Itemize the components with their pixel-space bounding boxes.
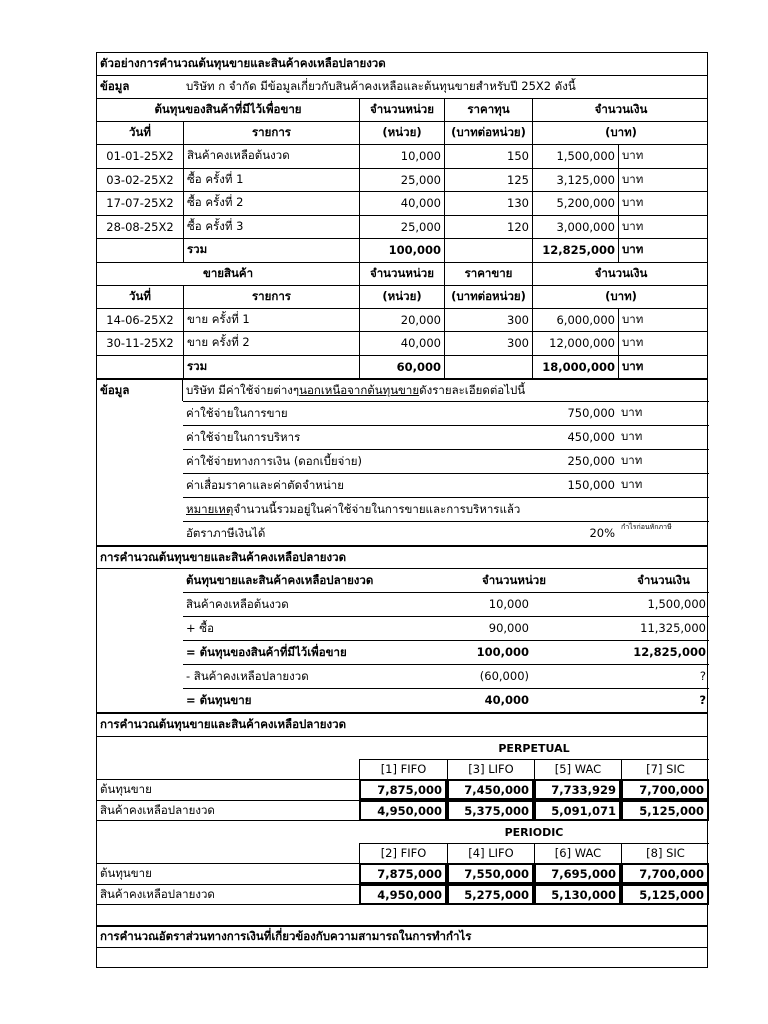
row-price: 300 [444,309,532,332]
worksheet [96,52,708,968]
row-qty: 25,000 [359,216,444,239]
sales-sub-item: รายการ [183,286,359,308]
note-label: หมายเหตุ [186,501,234,516]
info2-text-c: ดังรายละเอียดต่อไปนี้ [419,382,526,397]
title-row [96,52,708,75]
row-item: ซื้อ ครั้งที่ 3 [183,216,359,239]
calc1-row-label: สินค้าคงเหลือต้นงวด [183,592,709,616]
expense-unit: บาท [621,405,643,419]
note-row [96,497,708,521]
row-unit: บาท [618,216,709,239]
calc1-row-amount: 1,500,000 [647,597,706,611]
periodic-title: PERIODIC [504,825,564,839]
row-unit: บาท [618,332,709,355]
table-row [96,331,708,355]
table-row [96,308,708,332]
calc1-row [96,616,708,640]
perpetual-block [96,736,708,820]
total-price-empty [444,356,532,379]
calc2-header: การคำนวณต้นทุนขายและสินค้าคงเหลือปลายงวด [100,717,347,731]
total-qty: 60,000 [359,356,444,379]
row-price: 150 [444,145,532,168]
calc1-row-amount: 12,825,000 [633,645,706,659]
row-qty: 20,000 [359,309,444,332]
sales-col-amount: จำนวนเงิน [532,263,709,285]
sales-sub-date: วันที่ [129,288,151,303]
result-label: ต้นทุนขาย [100,781,152,796]
expense-label: ค่าใช้จ่ายในการบริหาร [183,425,709,449]
sales-header: ขายสินค้า [202,265,254,280]
total-price-empty [444,239,532,262]
table-row [96,215,708,239]
result-value: 5,375,000 [447,800,534,821]
calc1-row-label: = ต้นทุนของสินค้าที่มีไว้เพื่อขาย [183,640,709,664]
total-amount: 18,000,000 [532,356,618,379]
result-value: 7,695,000 [534,863,621,884]
info-text: บริษัท ก จำกัด มีข้อมูลเกี่ยวกับสินค้าคงเหลือและต้นทุนขายสำหรับปี 25X2 ดังนี้ [186,79,576,93]
row-item: สินค้าคงเหลือต้นงวด [183,145,359,168]
expense-amount: 250,000 [567,454,615,468]
method-header: [6] WAC [534,843,621,863]
method-header: [7] SIC [621,759,709,779]
total-row [96,355,708,379]
result-value: 5,091,071 [534,800,621,821]
calc1-row-amount: ? [699,693,706,707]
sales-subheader-row [96,285,708,308]
expense-amount: 750,000 [567,406,615,420]
method-header: [1] FIFO [359,759,447,779]
expense-amount: 150,000 [567,478,615,492]
calc1-header-row [96,545,708,568]
perpetual-title: PERPETUAL [498,741,570,755]
row-amount: 1,500,000 [532,145,618,168]
periodic-block [96,820,708,904]
row-date-empty [97,239,183,262]
row-unit: บาท [618,169,709,192]
method-header: [3] LIFO [447,759,534,779]
total-unit: บาท [618,239,709,262]
total-amount: 12,825,000 [532,239,618,262]
total-label: รวม [183,239,359,262]
expense-row [96,449,708,473]
row-item: ซื้อ ครั้งที่ 1 [183,169,359,192]
info-label: ข้อมูล [100,79,130,93]
calc1-row-qty: 40,000 [484,693,529,707]
row-date: 17-07-25X2 [106,196,174,211]
purchases-sub-amount: (บาท) [532,122,709,144]
expense-row [96,473,708,497]
total-row [96,238,708,262]
ratios-header-row [96,925,708,948]
calc1-row-amount: ? [699,669,706,683]
row-date: 01-01-25X2 [106,149,174,164]
result-value: 5,125,000 [621,800,709,821]
calc2-header-row [96,712,708,736]
expense-label: ค่าใช้จ่ายทางการเงิน (ดอกเบี้ยจ่าย) [183,449,709,473]
calc1-col-qty: จำนวนหน่วย [481,572,546,587]
row-unit: บาท [618,145,709,168]
purchases-sub-price: (บาทต่อหน่วย) [444,122,532,144]
calc1-row-qty: (60,000) [479,669,529,683]
tax-row [96,521,708,545]
row-unit: บาท [618,192,709,215]
purchases-sub-item: รายการ [183,122,359,144]
row-qty: 40,000 [359,192,444,215]
row-qty: 40,000 [359,332,444,355]
row-price: 130 [444,192,532,215]
total-unit: บาท [618,356,709,379]
result-label: สินค้าคงเหลือปลายงวด [97,884,359,905]
calc1-subheader-row [96,568,708,592]
calc1-row-qty: 100,000 [476,645,529,659]
row-item: ขาย ครั้งที่ 1 [183,309,359,332]
note-body: จำนวนนี้รวมอยู่ในค่าใช้จ่ายในการขายและการบริหารแล้ว [233,501,521,516]
expense-row [96,425,708,449]
row-price: 125 [444,169,532,192]
calc1-row-label: - สินค้าคงเหลือปลายงวด [183,664,709,688]
row-price: 120 [444,216,532,239]
purchases-col-price: ราคาทุน [444,99,532,121]
calc1-row-label: = ต้นทุนขาย [183,688,709,712]
calc1-row [96,664,708,688]
row-item: ซื้อ ครั้งที่ 2 [183,192,359,215]
sales-col-qty: จำนวนหน่วย [359,263,444,285]
sales-sub-price: (บาทต่อหน่วย) [444,286,532,308]
result-value: 7,700,000 [621,863,709,884]
result-value: 7,875,000 [359,779,447,800]
info2-text-b: นอกเหนือจากต้นทุนขาย [299,382,420,397]
row-date: 28-08-25X2 [106,219,174,234]
expense-label: ค่าใช้จ่ายในการขาย [183,401,709,425]
result-value: 5,125,000 [621,884,709,905]
info2-row [96,378,708,401]
row-item: ขาย ครั้งที่ 2 [183,332,359,355]
row-price: 300 [444,332,532,355]
purchases-sub-qty: (หน่วย) [359,122,444,144]
method-header: [5] WAC [534,759,621,779]
calc1-row-label: + ซื้อ [183,616,709,640]
info2-label: ข้อมูล [97,380,183,401]
note-text [183,497,709,521]
calc1-row [96,640,708,664]
method-header: [8] SIC [621,843,709,863]
tax-label: อัตราภาษีเงินได้ [183,521,709,545]
row-amount: 3,000,000 [532,216,618,239]
tax-note: กำไรก่อนหักภาษี [621,523,672,531]
expense-amount: 450,000 [567,430,615,444]
row-amount: 3,125,000 [532,169,618,192]
row-amount: 5,200,000 [532,192,618,215]
method-header: [2] FIFO [359,843,447,863]
row-amount: 12,000,000 [532,332,618,355]
sales-col-price: ราคาขาย [444,263,532,285]
expense-unit: บาท [621,429,643,443]
empty-row [96,948,708,968]
calc1-row [96,592,708,616]
info2-text-a: บริษัท มีค่าใช้จ่ายต่างๆ [186,382,300,397]
spacer-row [96,904,708,925]
row-date: 14-06-25X2 [106,312,174,327]
sales-header-row [96,262,708,285]
calc1-row-amount: 11,325,000 [640,621,706,635]
purchases-header: ต้นทุนของสินค้าที่มีไว้เพื่อขาย [154,102,302,116]
result-value: 7,550,000 [447,863,534,884]
expense-row [96,401,708,425]
result-value: 4,950,000 [359,884,447,905]
expense-unit: บาท [621,477,643,491]
result-value: 7,733,929 [534,779,621,800]
info-row [96,75,708,98]
row-date: 03-02-25X2 [106,172,174,187]
table-row [96,144,708,168]
row-date-empty [97,356,183,379]
result-value: 7,700,000 [621,779,709,800]
row-amount: 6,000,000 [532,309,618,332]
tax-value: 20% [589,526,615,540]
calc1-row [96,688,708,712]
purchases-subheader-row [96,121,708,144]
ratios-header: การคำนวณอัตราส่วนทางการเงินที่เกี่ยวข้องกับความสามารถในการทำกำไร [100,929,472,943]
expense-unit: บาท [621,453,643,467]
row-date: 30-11-25X2 [106,336,174,351]
sheet-title: ตัวอย่างการคำนวณต้นทุนขายและสินค้าคงเหลือปลายงวด [100,56,386,70]
purchases-header-row [96,98,708,121]
result-value: 5,130,000 [534,884,621,905]
row-unit: บาท [618,309,709,332]
calc1-header: การคำนวณต้นทุนขายและสินค้าคงเหลือปลายงวด [100,549,347,564]
method-header: [4] LIFO [447,843,534,863]
purchases-col-amount: จำนวนเงิน [532,99,709,121]
calc1-row-qty: 90,000 [488,621,529,635]
calc1-subtitle: ต้นทุนขายและสินค้าคงเหลือปลายงวด [186,572,374,587]
calc1-row-qty: 10,000 [488,597,529,611]
total-label: รวม [183,356,359,379]
result-value: 7,450,000 [447,779,534,800]
sales-sub-amount: (บาท) [532,286,709,308]
result-label: ต้นทุนขาย [100,865,152,880]
result-label: สินค้าคงเหลือปลายงวด [97,800,359,821]
table-row [96,191,708,215]
table-row [96,168,708,192]
expense-label: ค่าเสื่อมราคาและค่าตัดจำหน่าย [183,473,709,497]
calc1-col-amount: จำนวนเงิน [637,572,690,587]
sales-sub-qty: (หน่วย) [359,286,444,308]
result-value: 7,875,000 [359,863,447,884]
purchases-sub-date: วันที่ [129,125,151,139]
row-qty: 10,000 [359,145,444,168]
purchases-col-qty: จำนวนหน่วย [359,99,444,121]
row-qty: 25,000 [359,169,444,192]
result-value: 4,950,000 [359,800,447,821]
info2-text [183,380,709,401]
result-value: 5,275,000 [447,884,534,905]
total-qty: 100,000 [359,239,444,262]
